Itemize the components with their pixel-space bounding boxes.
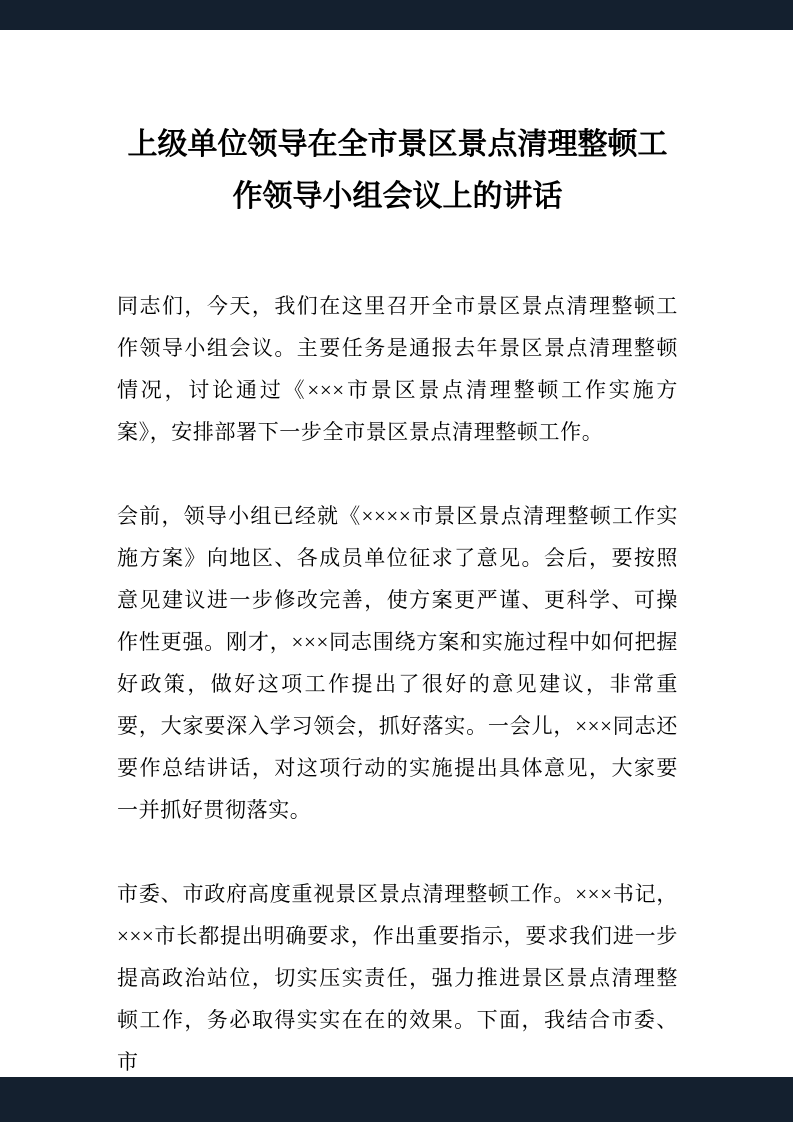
top-border-bar xyxy=(0,0,793,30)
document-content xyxy=(0,30,793,1077)
bottom-border-bar xyxy=(0,1077,793,1122)
paragraph-opening: 同志们，今天，我们在这里召开全市景区景点清理整顿工作领导小组会议。主要任务是通报去年景区景点清理整顿情况，讨论通过《×××市景区景点清理整顿工作实施方案》，安排部署下一步全市景区景点清理整顿工作。 xyxy=(117,294,678,444)
paragraph-city-leadership: 市委、市政府高度重视景区景点清理整顿工作。×××书记，×××市长都提出明确要求，作出重要指示，要求我们进一步提高政治站位，切实压实责任，强力推进景区景点清理整顿工作，务必取得实实在在的效果。下面，我结合市委、市 xyxy=(117,882,678,1074)
paragraph-pre-meeting: 会前，领导小组已经就《××××市景区景点清理整顿工作实施方案》向地区、各成员单位征求了意见。会后，要按照意见建议进一步修改完善，使方案更严谨、更科学、可操作性更强。刚才，×××同志围绕方案和实施过程中如何把握好政策，做好这项工作提出了很好的意见建议，非常重要，大家要深入学习领会，抓好落实。一会儿，×××同志还要作总结讲话，对这项行动的实施提出具体意见，大家要一并抓好贯彻落实。 xyxy=(117,504,678,822)
document-title: 上级单位领导在全市景区景点清理整顿工作领导小组会议上的讲话 xyxy=(127,128,668,213)
